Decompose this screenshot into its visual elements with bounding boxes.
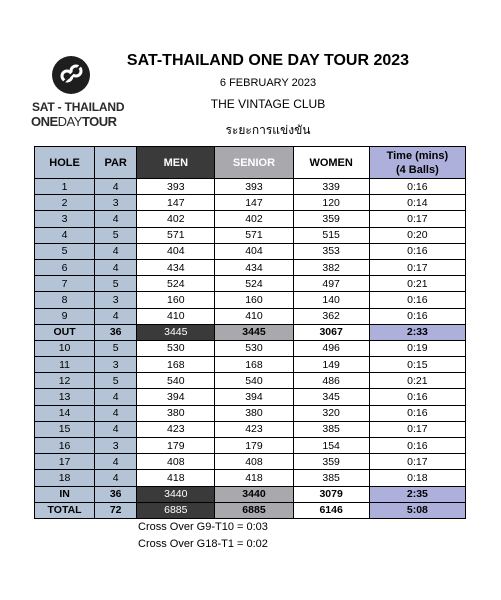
table-row	[35, 195, 466, 211]
cell-women: 515	[293, 227, 369, 243]
crossover-back-to-front: Cross Over G18-T1 = 0:02	[138, 538, 268, 550]
cell-men: 423	[137, 421, 215, 437]
table-row	[35, 373, 466, 389]
cell-senior: 3445	[215, 324, 293, 340]
cell-time: 0:16	[369, 308, 465, 324]
cell-par: 4	[95, 259, 137, 275]
cell-time: 0:20	[369, 227, 465, 243]
cell-senior: 404	[215, 243, 293, 259]
cell-women: 345	[293, 389, 369, 405]
logo-text-one-day-tour: ONEDAYTOUR	[31, 114, 117, 129]
cell-senior: 3440	[215, 486, 293, 502]
cell-men: 410	[137, 308, 215, 324]
cell-men: 404	[137, 243, 215, 259]
cell-time: 0:16	[369, 243, 465, 259]
cell-women: 385	[293, 470, 369, 486]
cell-hole: 8	[35, 292, 95, 308]
cell-women: 320	[293, 405, 369, 421]
cell-hole: 7	[35, 276, 95, 292]
cell-time: 0:16	[369, 405, 465, 421]
header-men: MEN	[137, 147, 215, 179]
cell-hole: 1	[35, 179, 95, 195]
cell-time: 0:17	[369, 259, 465, 275]
cell-men: 179	[137, 438, 215, 454]
cell-time: 0:18	[369, 470, 465, 486]
cell-men: 524	[137, 276, 215, 292]
cell-time: 0:16	[369, 292, 465, 308]
cell-men: 380	[137, 405, 215, 421]
cell-women: 497	[293, 276, 369, 292]
cell-men: 3445	[137, 324, 215, 340]
header-hole: HOLE	[35, 147, 95, 179]
cell-hole: 16	[35, 438, 95, 454]
table-header-row	[35, 147, 466, 179]
cell-hole: OUT	[35, 324, 95, 340]
cell-hole: 18	[35, 470, 95, 486]
cell-time: 0:21	[369, 373, 465, 389]
cell-time: 0:19	[369, 340, 465, 356]
table-row	[35, 405, 466, 421]
header-women: WOMEN	[293, 147, 369, 179]
cell-men: 160	[137, 292, 215, 308]
cell-par: 3	[95, 438, 137, 454]
event-date: 6 FEBRUARY 2023	[219, 77, 317, 89]
cell-senior: 434	[215, 259, 293, 275]
header-senior: SENIOR	[215, 147, 293, 179]
cell-par: 4	[95, 243, 137, 259]
table-row	[35, 470, 466, 486]
cell-par: 5	[95, 227, 137, 243]
cell-women: 359	[293, 211, 369, 227]
header-par: PAR	[95, 147, 137, 179]
cell-senior: 160	[215, 292, 293, 308]
cell-time: 0:17	[369, 421, 465, 437]
cell-hole: 17	[35, 454, 95, 470]
cell-time: 5:08	[369, 502, 465, 518]
cell-time: 0:14	[369, 195, 465, 211]
cell-senior: 380	[215, 405, 293, 421]
cell-time: 2:33	[369, 324, 465, 340]
cell-men: 402	[137, 211, 215, 227]
crossover-front-to-back: Cross Over G9-T10 = 0:03	[138, 521, 268, 533]
table-summary-row	[35, 324, 466, 340]
cell-men: 408	[137, 454, 215, 470]
cell-women: 6146	[293, 502, 369, 518]
cell-men: 394	[137, 389, 215, 405]
cell-par: 4	[95, 454, 137, 470]
cell-men: 530	[137, 340, 215, 356]
page-title: SAT-THAILAND ONE DAY TOUR 2023	[126, 52, 410, 69]
cell-men: 434	[137, 259, 215, 275]
cell-senior: 540	[215, 373, 293, 389]
header-time: Time (mins) (4 Balls)	[369, 147, 465, 179]
cell-senior: 147	[215, 195, 293, 211]
cell-men: 147	[137, 195, 215, 211]
table-row	[35, 340, 466, 356]
cell-senior: 6885	[215, 502, 293, 518]
cell-par: 72	[95, 502, 137, 518]
table-row	[35, 421, 466, 437]
table-summary-row	[35, 502, 466, 518]
table-row	[35, 243, 466, 259]
table-row	[35, 211, 466, 227]
cell-women: 353	[293, 243, 369, 259]
cell-senior: 394	[215, 389, 293, 405]
cell-par: 4	[95, 421, 137, 437]
table-row	[35, 389, 466, 405]
cell-senior: 179	[215, 438, 293, 454]
cell-par: 5	[95, 373, 137, 389]
cell-women: 385	[293, 421, 369, 437]
table-row	[35, 292, 466, 308]
cell-par: 36	[95, 324, 137, 340]
cell-par: 3	[95, 292, 137, 308]
cell-women: 486	[293, 373, 369, 389]
cell-par: 5	[95, 276, 137, 292]
table-row	[35, 179, 466, 195]
cell-time: 0:16	[369, 438, 465, 454]
cell-senior: 423	[215, 421, 293, 437]
cell-senior: 418	[215, 470, 293, 486]
cell-hole: 13	[35, 389, 95, 405]
table-row	[35, 308, 466, 324]
cell-men: 540	[137, 373, 215, 389]
cell-time: 0:16	[369, 179, 465, 195]
cell-men: 3440	[137, 486, 215, 502]
cell-women: 382	[293, 259, 369, 275]
cell-senior: 408	[215, 454, 293, 470]
cell-men: 418	[137, 470, 215, 486]
table-row	[35, 276, 466, 292]
cell-men: 571	[137, 227, 215, 243]
cell-time: 2:35	[369, 486, 465, 502]
cell-time: 0:15	[369, 357, 465, 373]
cell-women: 339	[293, 179, 369, 195]
cell-women: 154	[293, 438, 369, 454]
table-summary-row	[35, 486, 466, 502]
cell-time: 0:17	[369, 454, 465, 470]
table-row	[35, 438, 466, 454]
table-row	[35, 454, 466, 470]
cell-women: 3067	[293, 324, 369, 340]
cell-hole: 10	[35, 340, 95, 356]
cell-men: 168	[137, 357, 215, 373]
cell-hole: 11	[35, 357, 95, 373]
cell-hole: TOTAL	[35, 502, 95, 518]
cell-par: 4	[95, 308, 137, 324]
cell-par: 3	[95, 357, 137, 373]
cell-par: 36	[95, 486, 137, 502]
logo-text-sat-thailand: SAT - THAILAND	[32, 100, 125, 114]
cell-par: 4	[95, 211, 137, 227]
cell-hole: 9	[35, 308, 95, 324]
cell-hole: 2	[35, 195, 95, 211]
cell-hole: 15	[35, 421, 95, 437]
cell-women: 3079	[293, 486, 369, 502]
cell-par: 4	[95, 179, 137, 195]
cell-women: 496	[293, 340, 369, 356]
table-row	[35, 357, 466, 373]
cell-senior: 393	[215, 179, 293, 195]
cell-time: 0:21	[369, 276, 465, 292]
cell-women: 140	[293, 292, 369, 308]
cell-par: 4	[95, 405, 137, 421]
cell-time: 0:16	[369, 389, 465, 405]
cell-men: 6885	[137, 502, 215, 518]
cell-par: 5	[95, 340, 137, 356]
cell-hole: 4	[35, 227, 95, 243]
cell-senior: 168	[215, 357, 293, 373]
cell-hole: 3	[35, 211, 95, 227]
scorecard-table	[34, 146, 466, 519]
cell-hole: IN	[35, 486, 95, 502]
cell-hole: 5	[35, 243, 95, 259]
cell-par: 4	[95, 470, 137, 486]
cell-par: 4	[95, 389, 137, 405]
cell-senior: 410	[215, 308, 293, 324]
cell-women: 359	[293, 454, 369, 470]
cell-senior: 524	[215, 276, 293, 292]
cell-women: 120	[293, 195, 369, 211]
table-row	[35, 259, 466, 275]
table-row	[35, 227, 466, 243]
cell-senior: 530	[215, 340, 293, 356]
tour-logo	[26, 56, 126, 136]
thai-subtitle: ระยะการแข่งขัน	[225, 123, 311, 137]
cell-women: 149	[293, 357, 369, 373]
cell-senior: 571	[215, 227, 293, 243]
cell-time: 0:17	[369, 211, 465, 227]
cell-hole: 6	[35, 259, 95, 275]
cell-hole: 12	[35, 373, 95, 389]
cell-men: 393	[137, 179, 215, 195]
cell-par: 3	[95, 195, 137, 211]
cell-senior: 402	[215, 211, 293, 227]
cell-hole: 14	[35, 405, 95, 421]
golf-ball-logo-icon	[52, 56, 90, 94]
venue-name: THE VINTAGE CLUB	[210, 97, 326, 111]
cell-women: 362	[293, 308, 369, 324]
